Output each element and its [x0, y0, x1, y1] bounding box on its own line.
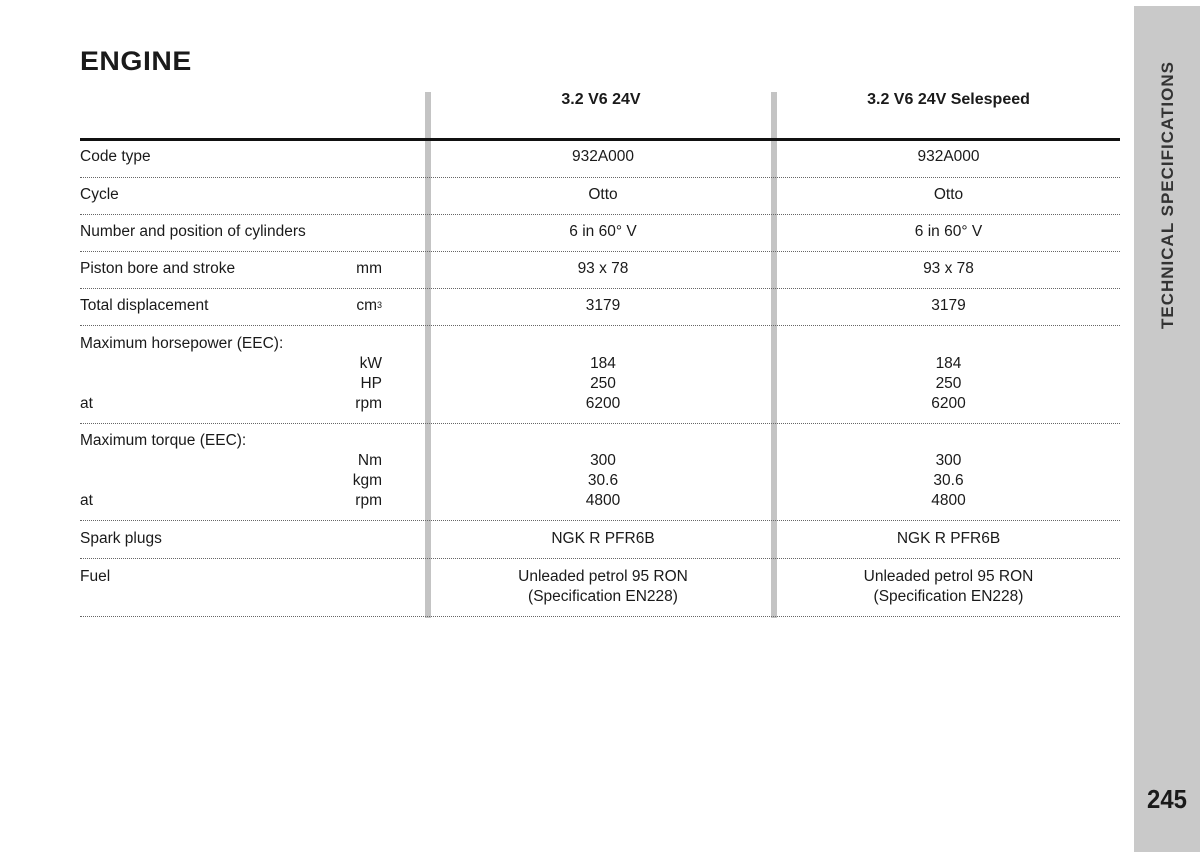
table-row: [80, 431, 1120, 521]
row-label: Maximum horsepower (EEC): at: [80, 335, 284, 412]
column-header-standard: 3.2 V6 24V: [561, 91, 641, 108]
page-title: ENGINE: [80, 46, 192, 76]
row-label: Fuel: [80, 568, 111, 585]
row-unit: Nm kgm rpm: [352, 452, 382, 509]
section-tab-label: TECHNICAL SPECIFICATIONS: [1158, 61, 1177, 329]
unit-superscript: 3: [376, 300, 382, 310]
table-row: [80, 334, 1120, 424]
column-header-selespeed: 3.2 V6 24V Selespeed: [867, 91, 1030, 108]
value-standard: 6 in 60° V: [569, 223, 637, 240]
table-row: [80, 259, 1120, 289]
header-rule: [80, 138, 1120, 141]
value-standard: NGK R PFR6B: [551, 530, 655, 547]
row-label: Maximum torque (EEC): at: [80, 432, 247, 509]
value-selespeed: 3179: [931, 297, 966, 314]
value-standard: Unleaded petrol 95 RON (Specification EN228): [518, 568, 688, 605]
value-standard: 184 250 6200: [585, 355, 621, 412]
row-label: Piston bore and stroke: [80, 260, 236, 277]
row-unit: kW HP rpm: [355, 355, 382, 412]
table-row: [80, 185, 1120, 215]
value-selespeed: 184 250 6200: [931, 355, 966, 412]
row-label: Spark plugs: [80, 530, 162, 547]
table-row: [80, 296, 1120, 326]
table-row: [80, 567, 1120, 617]
table-row: [80, 222, 1120, 252]
value-selespeed: NGK R PFR6B: [896, 530, 1001, 547]
value-selespeed: Unleaded petrol 95 RON (Specification EN228): [863, 568, 1034, 605]
row-label: Number and position of cylinders: [80, 223, 306, 240]
table-row: [80, 529, 1120, 559]
value-selespeed: 300 30.6 4800: [931, 452, 966, 509]
row-label: Total displacement: [80, 297, 209, 314]
row-unit: mm: [356, 260, 382, 277]
value-selespeed: 6 in 60° V: [914, 223, 983, 240]
value-selespeed: Otto: [933, 186, 964, 203]
value-standard: 93 x 78: [577, 260, 629, 277]
table-row: [80, 147, 1120, 178]
row-label: Cycle: [80, 186, 119, 203]
value-selespeed: 93 x 78: [923, 260, 974, 277]
value-standard: 3179: [585, 297, 621, 314]
value-selespeed: 932A000: [917, 148, 980, 165]
value-standard: 300 30.6 4800: [585, 452, 621, 509]
value-standard: 932A000: [571, 148, 635, 165]
page-number: 245: [1147, 784, 1187, 814]
value-standard: Otto: [588, 186, 618, 203]
row-label: Code type: [80, 148, 151, 165]
row-unit: $cm^3$: [356, 297, 382, 314]
